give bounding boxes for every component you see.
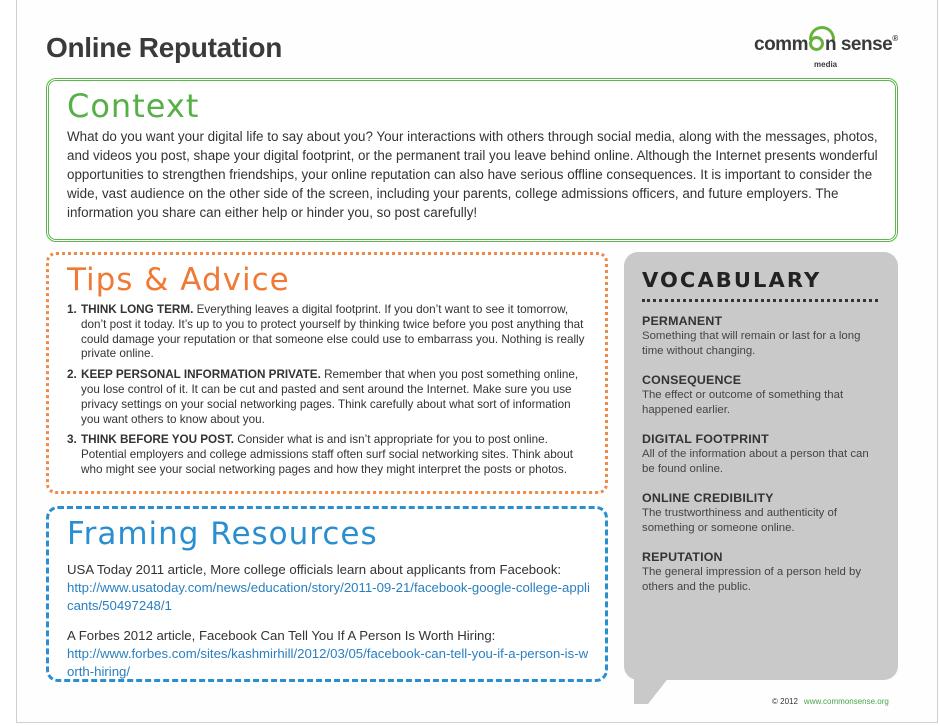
tip-text: [81, 368, 589, 427]
vocabulary-panel: [624, 252, 898, 680]
vocabulary-term: PERMANENT: [642, 314, 723, 328]
vocabulary-term: ONLINE CREDIBILITY: [642, 491, 774, 505]
common-sense-logo[interactable]: [754, 30, 904, 74]
footer-url[interactable]: www.commonsense.org: [803, 697, 889, 706]
tip-body: Consider what is and isn’t appropriate for you to post online. Potential employers and college admissions staff often surf social networking sites. Think about who might see your social networking pages and how they might interpret the posts or photos.: [81, 433, 574, 476]
vocabulary-definition: All of the information about a person that can be found online.: [642, 448, 869, 475]
resource-link[interactable]: http://www.forbes.com/sites/kashmirhill/2012/03/05/facebook-can-tell-you-if-a-person-is-worth-hiring/: [67, 646, 589, 679]
tip-lead: KEEP PERSONAL INFORMATION PRIVATE.: [81, 368, 321, 382]
vocabulary-list: [642, 314, 882, 609]
resource-description: USA Today 2011 article, More college officials learn about applicants from Facebook:: [67, 562, 562, 577]
tip-lead: THINK BEFORE YOU POST.: [81, 433, 235, 447]
vocabulary-term: CONSEQUENCE: [642, 373, 742, 387]
resource-item: [67, 627, 593, 681]
vocabulary-definition: The effect or outcome of something that happened earlier.: [642, 389, 844, 416]
vocabulary-item: [642, 314, 882, 359]
vocabulary-item: [642, 550, 882, 595]
vocabulary-definition: Something that will remain or last for a long time without changing.: [642, 330, 861, 357]
tip-text: [81, 433, 589, 477]
tip-lead: THINK LONG TERM.: [81, 303, 194, 316]
tip-item: [67, 433, 589, 477]
tip-item: [67, 368, 589, 427]
context-heading: Context: [67, 87, 200, 125]
framing-list: [67, 561, 593, 693]
vocabulary-term: DIGITAL FOOTPRINT: [642, 432, 769, 446]
context-body: What do you want your digital life to say about you? Your interactions with others through social media, along with the messages, photos, and videos you post, shape your digital footprint, or the permanent trail you leave behind online. Although the Internet presents wonderful opportunities to strengthen friendships, your online reputation can also have serious offline consequences. It is important to consider the wide, vast audience on the other side of the screen, including your parents, college admissions officers, and future employers. The information you share can either help or hinder you, so post carefully!: [67, 129, 878, 220]
framing-heading: Framing Resources: [67, 516, 378, 552]
logo-text-end: n sense: [824, 34, 893, 55]
logo-subtitle: media: [814, 60, 838, 69]
page-title: Online Reputation: [46, 32, 283, 63]
tip-body: Everything leaves a digital footprint. If you don’t want to see it tomorrow, don’t post it today. It’s up to you to protect yourself by thinking twice before you post anything that could damage your reputation or that someone else could use to embarrass you. Nothing is really private online.: [81, 303, 585, 361]
speech-bubble-tail: [634, 676, 670, 704]
resource-item: [67, 561, 593, 615]
tips-heading: Tips & Advice: [67, 262, 290, 298]
tip-text: [81, 303, 589, 362]
resource-link[interactable]: http://www.usatoday.com/news/education/story/2011-09-21/facebook-google-college-applicants/50497248/1: [67, 580, 590, 613]
tip-number: 1.: [67, 303, 77, 316]
tip-number: 3.: [67, 433, 77, 447]
context-section: [46, 78, 898, 242]
tip-number: 2.: [67, 368, 77, 382]
tip-item: [67, 303, 589, 362]
vocabulary-item: [642, 491, 882, 536]
vocabulary-item: [642, 432, 882, 477]
footer-copyright: © 2012: [772, 697, 798, 706]
logo-wordmark: [754, 34, 898, 56]
logo-registered-mark: ®: [892, 34, 898, 43]
vocabulary-heading: VOCABULARY: [642, 268, 822, 292]
vocabulary-definition: The trustworthiness and authenticity of something or someone online.: [642, 507, 838, 534]
tips-section: [46, 252, 608, 494]
framing-section: [46, 506, 608, 682]
tips-list: [67, 303, 589, 484]
vocabulary-item: [642, 373, 882, 418]
logo-text-start: comm: [754, 34, 808, 55]
vocabulary-term: REPUTATION: [642, 550, 723, 564]
vocabulary-definition: The general impression of a person held by others and the public.: [642, 566, 862, 593]
vocabulary-divider: [642, 299, 878, 302]
resource-description: A Forbes 2012 article, Facebook Can Tell You If A Person Is Worth Hiring:: [67, 628, 496, 643]
footer: [772, 697, 889, 706]
tip-body: Remember that when you post something online, you lose control of it. It can be cut and pasted and sent around the Internet. Make sure you use privacy settings on your social networking pages. Think carefully about what sort of information you want others to know about you.: [81, 368, 579, 426]
logo-o-icon: [809, 36, 824, 51]
